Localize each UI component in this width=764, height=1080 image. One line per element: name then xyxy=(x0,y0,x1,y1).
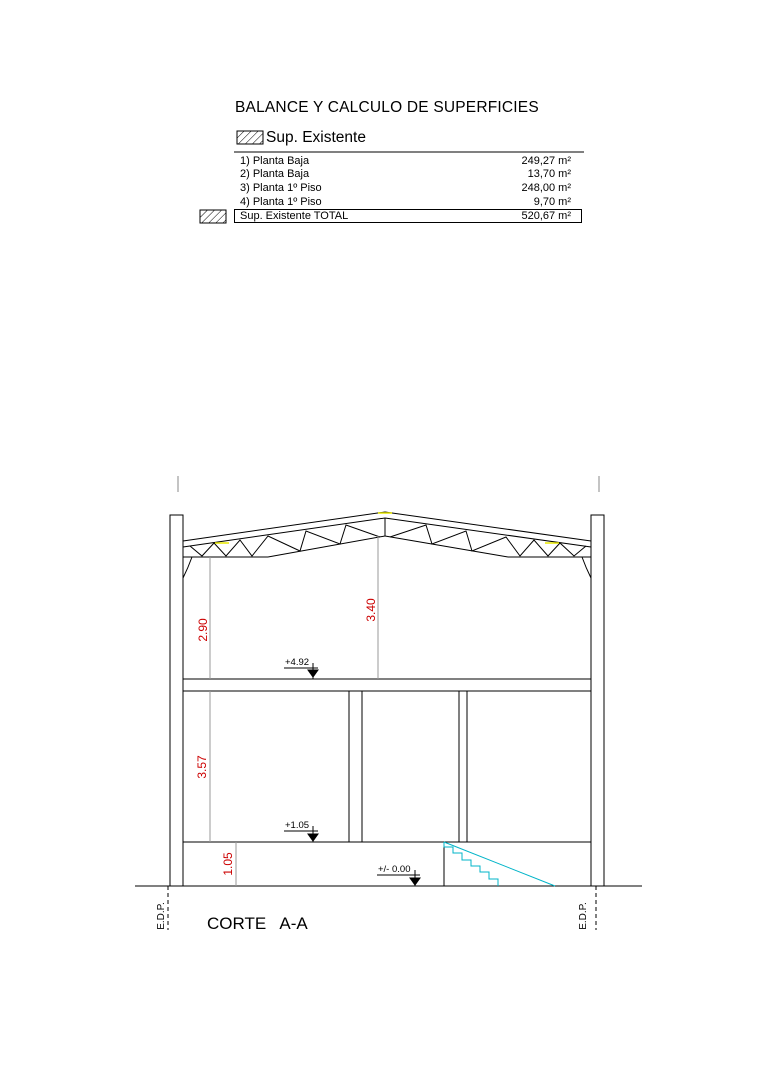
total-row-label: Sup. Existente TOTAL xyxy=(240,210,349,222)
edp-label-right: E.D.P. xyxy=(578,902,589,930)
table-row-label: 3) Planta 1º Piso xyxy=(240,182,322,194)
interior-column xyxy=(349,691,362,842)
total-row-value: 520,67 m² xyxy=(521,210,571,222)
table-row-value: 248,00 m² xyxy=(521,182,571,194)
table-row-label: 4) Planta 1º Piso xyxy=(240,196,322,208)
stair xyxy=(444,842,555,886)
dimension-label: 2.90 xyxy=(196,618,210,642)
table-title: BALANCE Y CALCULO DE SUPERFICIES xyxy=(235,99,539,116)
section-title: CORTE A-A xyxy=(207,914,308,933)
upper-slab xyxy=(183,679,591,691)
left-wall xyxy=(170,515,183,886)
level-label: +4.92 xyxy=(285,657,310,668)
legend-label: Sup. Existente xyxy=(266,129,366,146)
interior-column xyxy=(459,691,467,842)
table-row-value: 249,27 m² xyxy=(521,155,571,167)
edp-label-left: E.D.P. xyxy=(156,902,167,930)
right-wall xyxy=(591,515,604,886)
level-label: +1.05 xyxy=(285,820,310,831)
dimension-label: 1.05 xyxy=(221,852,235,876)
table-row-label: 2) Planta Baja xyxy=(240,168,310,180)
roof-truss xyxy=(183,512,591,578)
level-label: +/- 0.00 xyxy=(378,864,411,875)
dimension-label: 3.57 xyxy=(195,755,209,779)
table-row-label: 1) Planta Baja xyxy=(240,155,310,167)
table-row-value: 13,70 m² xyxy=(527,168,571,180)
table-row-value: 9,70 m² xyxy=(533,196,571,208)
dimension-label: 3.40 xyxy=(364,598,378,622)
